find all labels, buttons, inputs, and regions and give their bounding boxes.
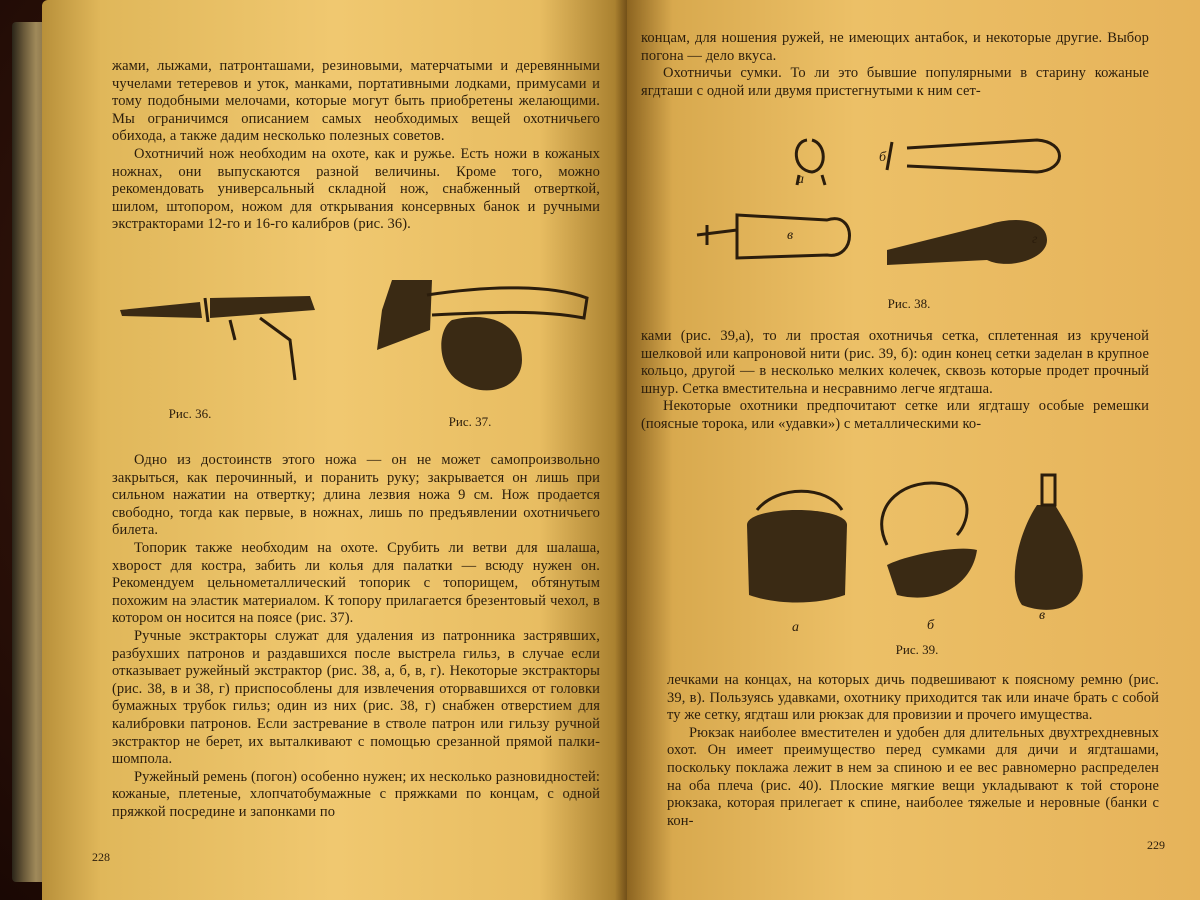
left-page (42, 0, 627, 900)
figure-39-bags (737, 465, 1177, 625)
fig38-label-g: г (1032, 232, 1038, 247)
paragraph: Рюкзак наиболее вместителен и удобен для длительных двухтрехдневных охот. Он имеет преимущество перед сумками для дичи и ягдташами, поскольку поклажа лежит в нем за спиною и ее вес равномерно распределен на оба плеча (рис. 40). Плоские мягкие вещи укладывают к той стороне рюкзака, которая прилегает к спине, наиболее тяжелые и неровные (банки с кон- (667, 724, 1159, 829)
fig38-label-b: б (879, 150, 887, 165)
figure-36-knife (110, 280, 330, 400)
fig39-label-v: в (1039, 608, 1046, 623)
figure-37-hatchet (372, 270, 602, 420)
paragraph: жами, лыжами, патронташами, резиновыми, матерчатыми и деревянными чучелами тетеревов и уток, манками, портативными лодками, примусами и тому подобными мелочами, которые могут быть приобретены желающими. Мы ограничимся описанием самых необходимых вещей охотничьего обихода, а также дадим несколько полезных советов. (112, 58, 600, 145)
paragraph: Ружейный ремень (погон) особенно нужен; их несколько разновидностей: кожаные, плетеные, хлопчатобумажные с пряжками по концам, с одной пряжкой посредине и запонками по (112, 768, 600, 820)
right-text-top (641, 30, 1149, 100)
figure-39-caption: Рис. 39. (895, 642, 939, 657)
fig39-label-a: а (792, 620, 799, 635)
paragraph: Охотничий нож необходим на охоте, как и ружье. Есть ножи в кожаных ножнах, они выпускаются разной величины. Кроме того, можно рекомендовать универсальный складной нож, снабженный отверткой, шилом, штопором, ножом для открывания консервных банок и ручными экстракторами 12-го и 16-го калибров (рис. 36). (112, 145, 600, 233)
figure-38-extractors (687, 130, 1087, 280)
right-text-bottom (667, 672, 1159, 830)
fig39-label-b: б (927, 618, 935, 633)
paragraph: Некоторые охотники предпочитают сетке или ягдташу особые ремешки (поясные торока, или «удавки») с металлическими ко- (641, 398, 1149, 432)
paragraph: Охотничьи сумки. То ли это бывшие популярными в старину кожаные ягдташи с одной или двумя пристегнутыми к ним сет- (641, 65, 1149, 99)
paragraph: лечками на концах, на которых дичь подвешивают к поясному ремню (рис. 39, в). Пользуясь удавками, охотнику приходится так или иначе брать с собой ту же сетку, ягдташ или рюкзак для провизии и прочего имущества. (667, 672, 1159, 724)
page-number-right: 229 (1147, 838, 1165, 852)
page-number-left: 228 (92, 850, 110, 864)
paragraph: Одно из достоинств этого ножа — он не может самопроизвольно закрыться, как перочинный, и поранить руку; закрывается он лишь при сильном нажатии на отвертку; длина лезвия ножа 9 см. Нож продается свободно, тогда как первые, в ножнах, лишь по предъявлении охотничьего билета. (112, 452, 600, 539)
paragraph: концам, для ношения ружей, не имеющих антабок, и некоторые другие. Выбор погона — дело вкуса. (641, 30, 1149, 64)
figure-38-caption: Рис. 38. (887, 296, 931, 311)
fig38-label-a: а (797, 172, 804, 187)
left-text-bottom (112, 452, 600, 821)
paragraph: Ручные экстракторы служат для удаления из патронника застрявших, разбухших патронов и раздавшихся после выстрела гильз, в случае если отказывает ружейный экстрактор (рис. 38, а, б, в, г). Некоторые экстракторы (рис. 38, в и 38, г) приспособлены для извлечения оторвавшихся от головки бумажных трубок гильз; один из них (рис. 38, г) снабжен отверстием для калибровки патронов. Если застревание в стволе патрон или гильзу ручной экстрактор не берет, их выталкивают с помощью срезанной прямой палки-шомпола. (112, 627, 600, 768)
right-page (627, 0, 1200, 900)
fig38-label-v: в (787, 228, 794, 243)
paragraph: ками (рис. 39,а), то ли простая охотничья сетка, сплетенная из крученой шелковой или капроновой нити (рис. 39, б): один конец сетки заделан в крупное кольцо, другой — в несколько мелких колечек, сквозь которые продет прочный шнур. Сетка вместительна и несравнимо легче ягдташа. (641, 328, 1149, 397)
left-text-top (112, 58, 600, 234)
paragraph: Топорик также необходим на охоте. Срубить ли ветви для шалаша, хворост для костра, забить ли колья для палатки — всюду нужен он. Рекомендуем цельнометаллический топорик с топорищем, обтянутым похожим на эластик материалом. К топору прилагается брезентовый чехол, в котором он носится на поясе (рис. 37). (112, 539, 600, 627)
figure-37-caption: Рис. 37. (448, 414, 492, 429)
figure-36-caption: Рис. 36. (168, 406, 212, 421)
right-text-middle (641, 328, 1149, 434)
